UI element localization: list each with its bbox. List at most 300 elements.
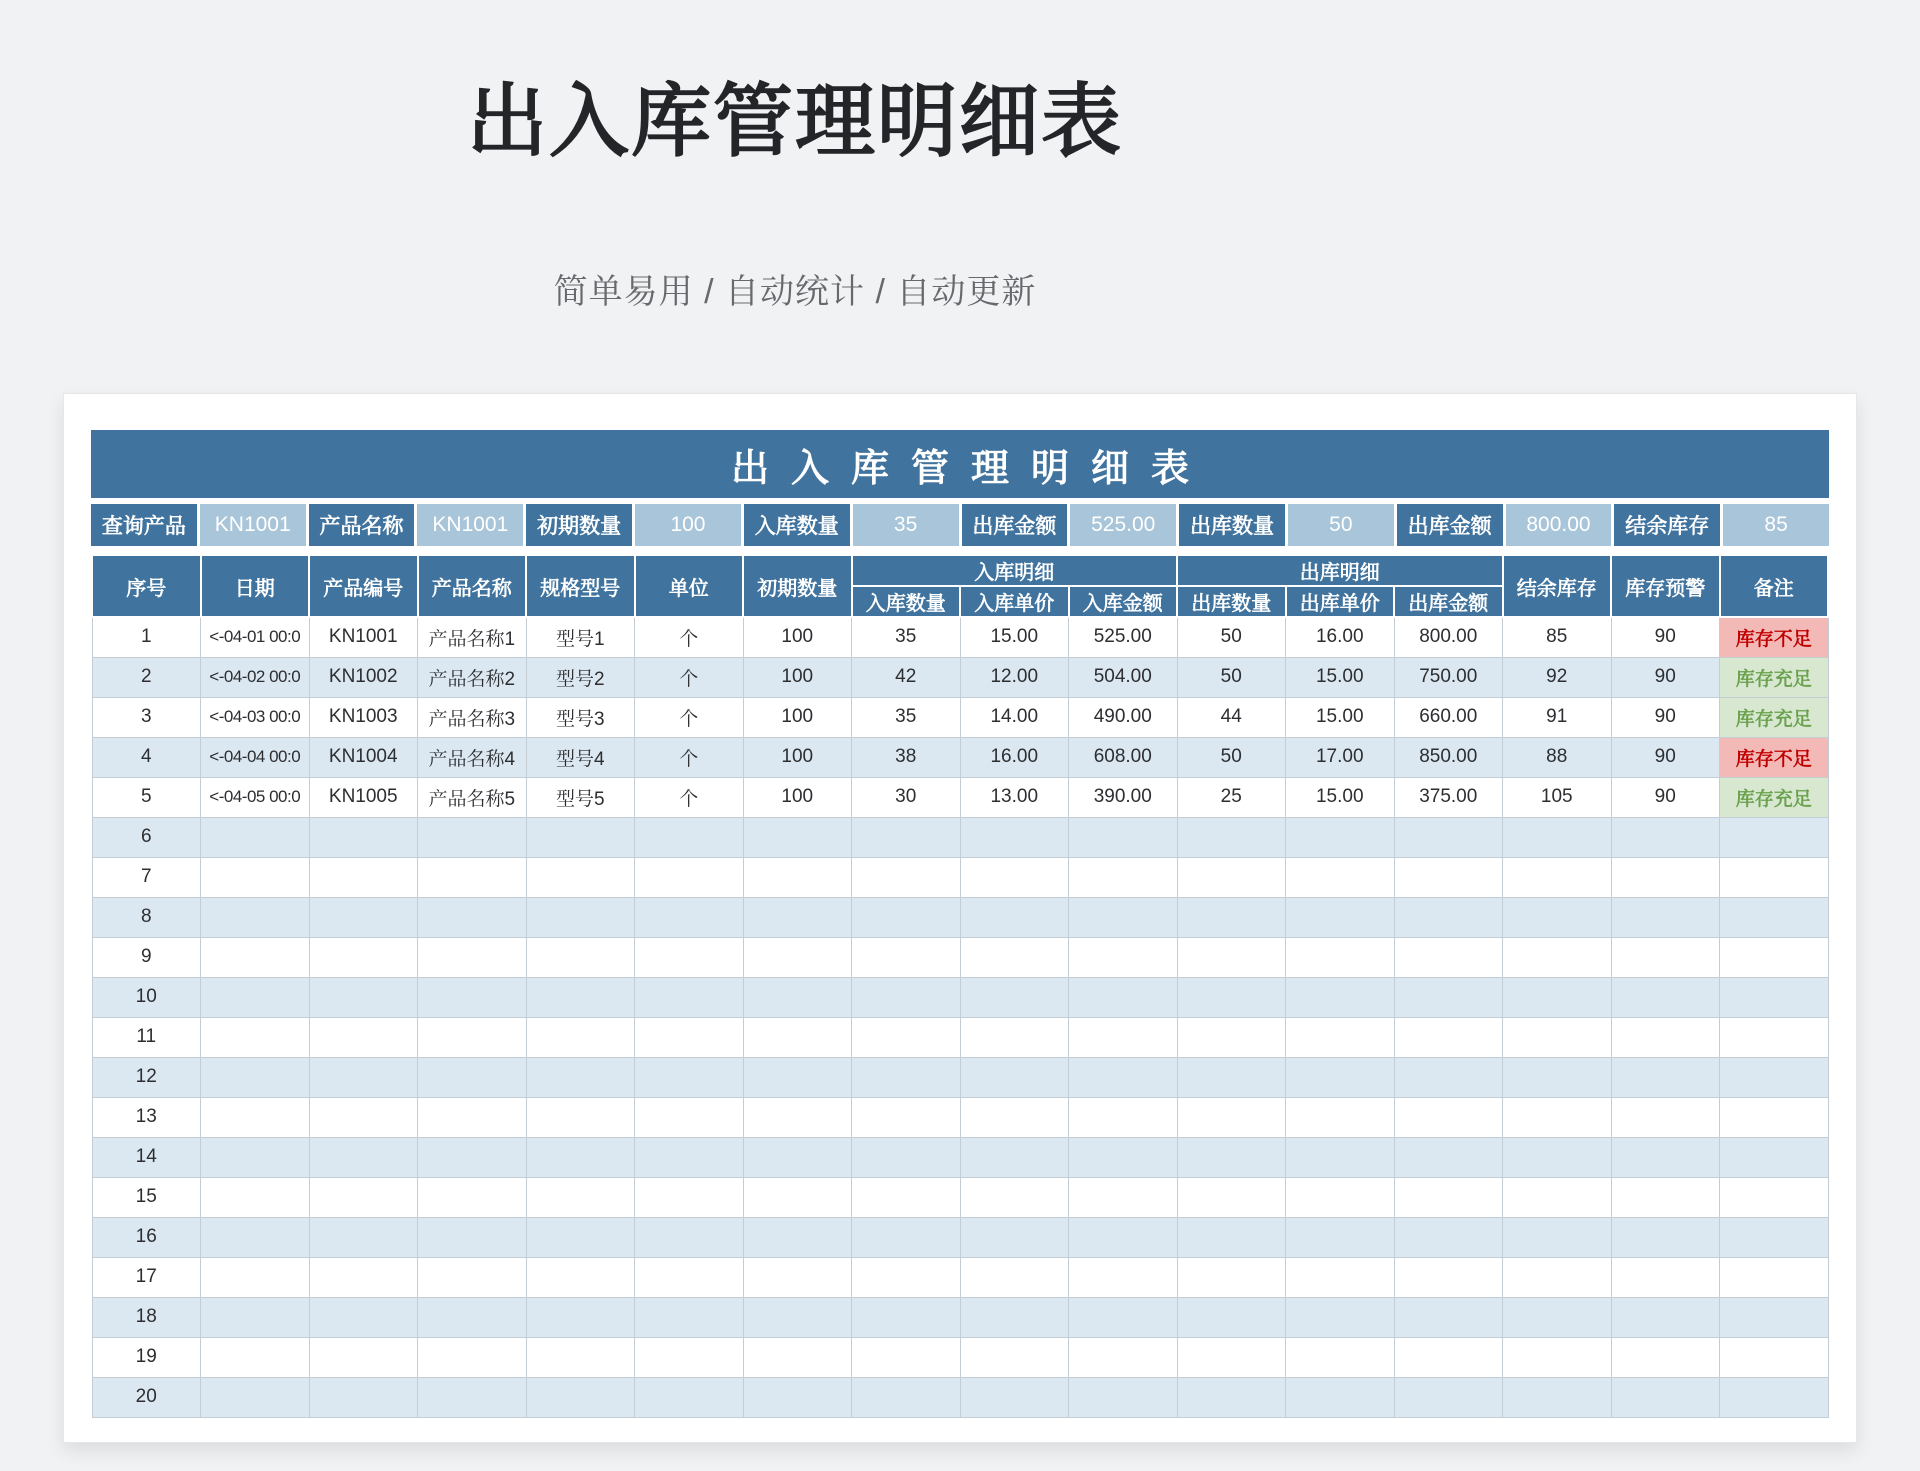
data-cell[interactable]: 2: [92, 657, 201, 697]
empty-cell[interactable]: [309, 1137, 418, 1177]
empty-cell[interactable]: [1286, 897, 1395, 937]
data-cell[interactable]: 750.00: [1394, 657, 1503, 697]
empty-cell[interactable]: [201, 817, 310, 857]
empty-cell[interactable]: [1177, 1017, 1286, 1057]
empty-cell[interactable]: [1394, 1297, 1503, 1337]
empty-cell[interactable]: [635, 1257, 744, 1297]
empty-cell[interactable]: [309, 1297, 418, 1337]
data-cell[interactable]: 13.00: [960, 777, 1069, 817]
data-cell[interactable]: 608.00: [1069, 737, 1178, 777]
row-index-cell[interactable]: 16: [92, 1217, 201, 1257]
empty-cell[interactable]: [852, 897, 961, 937]
empty-cell[interactable]: [635, 1377, 744, 1417]
empty-cell[interactable]: [1394, 1137, 1503, 1177]
empty-cell[interactable]: [1720, 1097, 1829, 1137]
empty-cell[interactable]: [1503, 1137, 1612, 1177]
empty-cell[interactable]: [1069, 1217, 1178, 1257]
data-cell[interactable]: 25: [1177, 777, 1286, 817]
empty-cell[interactable]: [1286, 1297, 1395, 1337]
empty-cell[interactable]: [526, 1337, 635, 1377]
data-cell[interactable]: 90: [1611, 737, 1720, 777]
data-cell[interactable]: 44: [1177, 697, 1286, 737]
data-cell[interactable]: 100: [743, 737, 852, 777]
empty-cell[interactable]: [960, 1257, 1069, 1297]
empty-cell[interactable]: [1069, 857, 1178, 897]
empty-cell[interactable]: [526, 817, 635, 857]
empty-cell[interactable]: [743, 897, 852, 937]
empty-cell[interactable]: [960, 1097, 1069, 1137]
empty-cell[interactable]: [1394, 1177, 1503, 1217]
empty-cell[interactable]: [418, 1377, 527, 1417]
empty-cell[interactable]: [1286, 977, 1395, 1017]
empty-cell[interactable]: [1286, 1257, 1395, 1297]
empty-cell[interactable]: [743, 1097, 852, 1137]
data-cell[interactable]: 100: [743, 697, 852, 737]
empty-cell[interactable]: [201, 1377, 310, 1417]
query-value-0[interactable]: KN1001: [200, 504, 306, 546]
data-cell[interactable]: 490.00: [1069, 697, 1178, 737]
empty-cell[interactable]: [1069, 897, 1178, 937]
empty-cell[interactable]: [1177, 857, 1286, 897]
empty-cell[interactable]: [743, 1297, 852, 1337]
row-index-cell[interactable]: 11: [92, 1017, 201, 1057]
row-index-cell[interactable]: 20: [92, 1377, 201, 1417]
data-cell[interactable]: 17.00: [1286, 737, 1395, 777]
empty-cell[interactable]: [1720, 1337, 1829, 1377]
empty-cell[interactable]: [852, 937, 961, 977]
data-cell[interactable]: 型号2: [526, 657, 635, 697]
empty-cell[interactable]: [852, 1257, 961, 1297]
empty-cell[interactable]: [1177, 817, 1286, 857]
empty-cell[interactable]: [418, 897, 527, 937]
empty-cell[interactable]: [1720, 897, 1829, 937]
data-cell[interactable]: 型号3: [526, 697, 635, 737]
empty-cell[interactable]: [1720, 1177, 1829, 1217]
empty-cell[interactable]: [309, 1097, 418, 1137]
empty-cell[interactable]: [1611, 1297, 1720, 1337]
data-cell[interactable]: 50: [1177, 617, 1286, 657]
empty-cell[interactable]: [1177, 1057, 1286, 1097]
empty-cell[interactable]: [526, 1377, 635, 1417]
data-cell[interactable]: 产品名称3: [418, 697, 527, 737]
empty-cell[interactable]: [1069, 1137, 1178, 1177]
empty-cell[interactable]: [1503, 857, 1612, 897]
data-cell[interactable]: 100: [743, 657, 852, 697]
data-cell[interactable]: 16.00: [960, 737, 1069, 777]
empty-cell[interactable]: [1394, 977, 1503, 1017]
empty-cell[interactable]: [1720, 1217, 1829, 1257]
empty-cell[interactable]: [1611, 1217, 1720, 1257]
empty-cell[interactable]: [1611, 1337, 1720, 1377]
data-cell[interactable]: 90: [1611, 697, 1720, 737]
empty-cell[interactable]: [1286, 1217, 1395, 1257]
remark-cell[interactable]: 库存不足: [1720, 617, 1829, 657]
empty-cell[interactable]: [635, 1137, 744, 1177]
empty-cell[interactable]: [201, 937, 310, 977]
empty-cell[interactable]: [1069, 1057, 1178, 1097]
empty-cell[interactable]: [1069, 1177, 1178, 1217]
empty-cell[interactable]: [743, 1257, 852, 1297]
empty-cell[interactable]: [1503, 1217, 1612, 1257]
data-cell[interactable]: 15.00: [960, 617, 1069, 657]
empty-cell[interactable]: [1177, 1137, 1286, 1177]
empty-cell[interactable]: [1177, 977, 1286, 1017]
data-cell[interactable]: 产品名称5: [418, 777, 527, 817]
empty-cell[interactable]: [743, 1217, 852, 1257]
empty-cell[interactable]: [852, 1017, 961, 1057]
query-value-5[interactable]: 50: [1288, 504, 1394, 546]
row-index-cell[interactable]: 8: [92, 897, 201, 937]
empty-cell[interactable]: [1286, 1057, 1395, 1097]
empty-cell[interactable]: [1720, 977, 1829, 1017]
data-cell[interactable]: 3: [92, 697, 201, 737]
empty-cell[interactable]: [309, 1377, 418, 1417]
empty-cell[interactable]: [1503, 1097, 1612, 1137]
empty-cell[interactable]: [1286, 1137, 1395, 1177]
empty-cell[interactable]: [309, 937, 418, 977]
empty-cell[interactable]: [1503, 817, 1612, 857]
empty-cell[interactable]: [852, 1137, 961, 1177]
empty-cell[interactable]: [1720, 1017, 1829, 1057]
empty-cell[interactable]: [960, 1177, 1069, 1217]
data-cell[interactable]: 90: [1611, 657, 1720, 697]
row-index-cell[interactable]: 18: [92, 1297, 201, 1337]
empty-cell[interactable]: [526, 1257, 635, 1297]
empty-cell[interactable]: [635, 1177, 744, 1217]
empty-cell[interactable]: [960, 1137, 1069, 1177]
data-cell[interactable]: 个: [635, 697, 744, 737]
empty-cell[interactable]: [1611, 937, 1720, 977]
empty-cell[interactable]: [309, 897, 418, 937]
empty-cell[interactable]: [960, 897, 1069, 937]
empty-cell[interactable]: [1286, 1017, 1395, 1057]
empty-cell[interactable]: [743, 1057, 852, 1097]
empty-cell[interactable]: [1286, 1177, 1395, 1217]
empty-cell[interactable]: [309, 1017, 418, 1057]
empty-cell[interactable]: [1286, 1337, 1395, 1377]
empty-cell[interactable]: [1069, 1097, 1178, 1137]
empty-cell[interactable]: [1720, 1057, 1829, 1097]
empty-cell[interactable]: [201, 977, 310, 1017]
data-cell[interactable]: 个: [635, 657, 744, 697]
row-index-cell[interactable]: 12: [92, 1057, 201, 1097]
empty-cell[interactable]: [309, 1217, 418, 1257]
empty-cell[interactable]: [1503, 1017, 1612, 1057]
data-cell[interactable]: 15.00: [1286, 697, 1395, 737]
empty-cell[interactable]: [1611, 1017, 1720, 1057]
empty-cell[interactable]: [1177, 1257, 1286, 1297]
empty-cell[interactable]: [418, 1137, 527, 1177]
empty-cell[interactable]: [1503, 1257, 1612, 1297]
query-value-3[interactable]: 35: [853, 504, 959, 546]
data-cell[interactable]: KN1005: [309, 777, 418, 817]
empty-cell[interactable]: [1611, 1137, 1720, 1177]
empty-cell[interactable]: [635, 1337, 744, 1377]
empty-cell[interactable]: [1069, 977, 1178, 1017]
data-cell[interactable]: 38: [852, 737, 961, 777]
empty-cell[interactable]: [1286, 1097, 1395, 1137]
data-cell[interactable]: 50: [1177, 657, 1286, 697]
empty-cell[interactable]: [852, 1057, 961, 1097]
empty-cell[interactable]: [1177, 897, 1286, 937]
data-cell[interactable]: 16.00: [1286, 617, 1395, 657]
data-cell[interactable]: 85: [1503, 617, 1612, 657]
data-cell[interactable]: 90: [1611, 777, 1720, 817]
empty-cell[interactable]: [1177, 1297, 1286, 1337]
empty-cell[interactable]: [1720, 1297, 1829, 1337]
empty-cell[interactable]: [960, 1297, 1069, 1337]
data-cell[interactable]: 390.00: [1069, 777, 1178, 817]
empty-cell[interactable]: [418, 857, 527, 897]
empty-cell[interactable]: [852, 1377, 961, 1417]
empty-cell[interactable]: [852, 857, 961, 897]
data-cell[interactable]: KN1001: [309, 617, 418, 657]
data-cell[interactable]: 15.00: [1286, 777, 1395, 817]
empty-cell[interactable]: [201, 897, 310, 937]
empty-cell[interactable]: [201, 1017, 310, 1057]
empty-cell[interactable]: [1503, 1297, 1612, 1337]
empty-cell[interactable]: [1503, 937, 1612, 977]
empty-cell[interactable]: [309, 1257, 418, 1297]
empty-cell[interactable]: [1503, 1057, 1612, 1097]
empty-cell[interactable]: [852, 1297, 961, 1337]
empty-cell[interactable]: [743, 977, 852, 1017]
data-cell[interactable]: 14.00: [960, 697, 1069, 737]
empty-cell[interactable]: [635, 1017, 744, 1057]
empty-cell[interactable]: [309, 817, 418, 857]
empty-cell[interactable]: [1611, 817, 1720, 857]
empty-cell[interactable]: [418, 977, 527, 1017]
empty-cell[interactable]: [1611, 1057, 1720, 1097]
empty-cell[interactable]: [960, 1337, 1069, 1377]
empty-cell[interactable]: [1611, 1177, 1720, 1217]
empty-cell[interactable]: [1394, 1057, 1503, 1097]
empty-cell[interactable]: [418, 1257, 527, 1297]
data-cell[interactable]: <-04-01 00:0: [201, 617, 310, 657]
data-cell[interactable]: 50: [1177, 737, 1286, 777]
query-value-6[interactable]: 800.00: [1506, 504, 1612, 546]
empty-cell[interactable]: [1720, 937, 1829, 977]
empty-cell[interactable]: [201, 1137, 310, 1177]
empty-cell[interactable]: [1177, 1217, 1286, 1257]
empty-cell[interactable]: [635, 977, 744, 1017]
empty-cell[interactable]: [201, 1097, 310, 1137]
empty-cell[interactable]: [1503, 1337, 1612, 1377]
empty-cell[interactable]: [743, 857, 852, 897]
empty-cell[interactable]: [960, 977, 1069, 1017]
empty-cell[interactable]: [526, 897, 635, 937]
empty-cell[interactable]: [960, 817, 1069, 857]
data-cell[interactable]: 15.00: [1286, 657, 1395, 697]
data-cell[interactable]: KN1004: [309, 737, 418, 777]
empty-cell[interactable]: [743, 817, 852, 857]
empty-cell[interactable]: [1286, 937, 1395, 977]
empty-cell[interactable]: [1177, 1177, 1286, 1217]
data-cell[interactable]: 100: [743, 777, 852, 817]
empty-cell[interactable]: [960, 937, 1069, 977]
empty-cell[interactable]: [960, 1377, 1069, 1417]
empty-cell[interactable]: [960, 1057, 1069, 1097]
empty-cell[interactable]: [743, 937, 852, 977]
empty-cell[interactable]: [1611, 1377, 1720, 1417]
empty-cell[interactable]: [1720, 857, 1829, 897]
data-cell[interactable]: 型号1: [526, 617, 635, 657]
empty-cell[interactable]: [635, 897, 744, 937]
data-cell[interactable]: 35: [852, 697, 961, 737]
data-cell[interactable]: <-04-05 00:0: [201, 777, 310, 817]
empty-cell[interactable]: [418, 937, 527, 977]
remark-cell[interactable]: 库存不足: [1720, 737, 1829, 777]
data-cell[interactable]: 92: [1503, 657, 1612, 697]
empty-cell[interactable]: [1394, 857, 1503, 897]
empty-cell[interactable]: [960, 857, 1069, 897]
empty-cell[interactable]: [743, 1177, 852, 1217]
empty-cell[interactable]: [418, 1097, 527, 1137]
empty-cell[interactable]: [1286, 857, 1395, 897]
empty-cell[interactable]: [526, 1217, 635, 1257]
row-index-cell[interactable]: 19: [92, 1337, 201, 1377]
empty-cell[interactable]: [201, 1217, 310, 1257]
empty-cell[interactable]: [1394, 1217, 1503, 1257]
empty-cell[interactable]: [1177, 1097, 1286, 1137]
data-cell[interactable]: 504.00: [1069, 657, 1178, 697]
empty-cell[interactable]: [418, 1017, 527, 1057]
data-cell[interactable]: 型号5: [526, 777, 635, 817]
data-cell[interactable]: KN1003: [309, 697, 418, 737]
empty-cell[interactable]: [1611, 897, 1720, 937]
data-cell[interactable]: 产品名称4: [418, 737, 527, 777]
empty-cell[interactable]: [960, 1217, 1069, 1257]
empty-cell[interactable]: [1503, 977, 1612, 1017]
empty-cell[interactable]: [201, 1297, 310, 1337]
empty-cell[interactable]: [1069, 1297, 1178, 1337]
empty-cell[interactable]: [1069, 1017, 1178, 1057]
data-cell[interactable]: <-04-02 00:0: [201, 657, 310, 697]
data-cell[interactable]: 产品名称2: [418, 657, 527, 697]
empty-cell[interactable]: [743, 1137, 852, 1177]
data-cell[interactable]: <-04-03 00:0: [201, 697, 310, 737]
data-cell[interactable]: 800.00: [1394, 617, 1503, 657]
empty-cell[interactable]: [418, 817, 527, 857]
empty-cell[interactable]: [526, 937, 635, 977]
empty-cell[interactable]: [852, 1177, 961, 1217]
empty-cell[interactable]: [1069, 817, 1178, 857]
row-index-cell[interactable]: 14: [92, 1137, 201, 1177]
empty-cell[interactable]: [1394, 1257, 1503, 1297]
empty-cell[interactable]: [418, 1217, 527, 1257]
empty-cell[interactable]: [635, 1097, 744, 1137]
empty-cell[interactable]: [1069, 1257, 1178, 1297]
empty-cell[interactable]: [1720, 1137, 1829, 1177]
data-cell[interactable]: 5: [92, 777, 201, 817]
row-index-cell[interactable]: 17: [92, 1257, 201, 1297]
data-cell[interactable]: 100: [743, 617, 852, 657]
data-cell[interactable]: 91: [1503, 697, 1612, 737]
empty-cell[interactable]: [526, 1137, 635, 1177]
empty-cell[interactable]: [1286, 817, 1395, 857]
empty-cell[interactable]: [201, 1257, 310, 1297]
remark-cell[interactable]: 库存充足: [1720, 657, 1829, 697]
row-index-cell[interactable]: 7: [92, 857, 201, 897]
data-cell[interactable]: 12.00: [960, 657, 1069, 697]
empty-cell[interactable]: [526, 1177, 635, 1217]
data-cell[interactable]: 产品名称1: [418, 617, 527, 657]
empty-cell[interactable]: [743, 1377, 852, 1417]
empty-cell[interactable]: [635, 817, 744, 857]
empty-cell[interactable]: [418, 1297, 527, 1337]
data-cell[interactable]: 42: [852, 657, 961, 697]
empty-cell[interactable]: [1394, 817, 1503, 857]
empty-cell[interactable]: [1069, 1337, 1178, 1377]
empty-cell[interactable]: [852, 977, 961, 1017]
empty-cell[interactable]: [1503, 897, 1612, 937]
empty-cell[interactable]: [201, 857, 310, 897]
empty-cell[interactable]: [526, 1097, 635, 1137]
query-value-7[interactable]: 85: [1723, 504, 1829, 546]
row-index-cell[interactable]: 13: [92, 1097, 201, 1137]
empty-cell[interactable]: [201, 1337, 310, 1377]
query-value-2[interactable]: 100: [635, 504, 741, 546]
empty-cell[interactable]: [743, 1017, 852, 1057]
row-index-cell[interactable]: 10: [92, 977, 201, 1017]
empty-cell[interactable]: [1069, 1377, 1178, 1417]
empty-cell[interactable]: [1720, 1257, 1829, 1297]
empty-cell[interactable]: [1611, 1257, 1720, 1297]
data-cell[interactable]: 105: [1503, 777, 1612, 817]
empty-cell[interactable]: [1720, 1377, 1829, 1417]
empty-cell[interactable]: [201, 1057, 310, 1097]
empty-cell[interactable]: [852, 817, 961, 857]
data-cell[interactable]: 88: [1503, 737, 1612, 777]
empty-cell[interactable]: [309, 1177, 418, 1217]
row-index-cell[interactable]: 6: [92, 817, 201, 857]
empty-cell[interactable]: [1394, 897, 1503, 937]
query-value-4[interactable]: 525.00: [1070, 504, 1176, 546]
empty-cell[interactable]: [309, 977, 418, 1017]
empty-cell[interactable]: [852, 1337, 961, 1377]
data-cell[interactable]: 个: [635, 737, 744, 777]
empty-cell[interactable]: [1394, 1017, 1503, 1057]
empty-cell[interactable]: [635, 1217, 744, 1257]
empty-cell[interactable]: [1503, 1177, 1612, 1217]
data-cell[interactable]: 525.00: [1069, 617, 1178, 657]
row-index-cell[interactable]: 9: [92, 937, 201, 977]
empty-cell[interactable]: [852, 1097, 961, 1137]
remark-cell[interactable]: 库存充足: [1720, 697, 1829, 737]
empty-cell[interactable]: [852, 1217, 961, 1257]
empty-cell[interactable]: [960, 1017, 1069, 1057]
row-index-cell[interactable]: 15: [92, 1177, 201, 1217]
data-cell[interactable]: 1: [92, 617, 201, 657]
empty-cell[interactable]: [1177, 937, 1286, 977]
empty-cell[interactable]: [743, 1337, 852, 1377]
empty-cell[interactable]: [1394, 1097, 1503, 1137]
empty-cell[interactable]: [309, 857, 418, 897]
remark-cell[interactable]: 库存充足: [1720, 777, 1829, 817]
data-cell[interactable]: 850.00: [1394, 737, 1503, 777]
empty-cell[interactable]: [526, 1057, 635, 1097]
empty-cell[interactable]: [1286, 1377, 1395, 1417]
empty-cell[interactable]: [635, 857, 744, 897]
data-cell[interactable]: 型号4: [526, 737, 635, 777]
empty-cell[interactable]: [1177, 1337, 1286, 1377]
data-cell[interactable]: 个: [635, 777, 744, 817]
empty-cell[interactable]: [309, 1057, 418, 1097]
empty-cell[interactable]: [418, 1057, 527, 1097]
empty-cell[interactable]: [1394, 1377, 1503, 1417]
data-cell[interactable]: 375.00: [1394, 777, 1503, 817]
query-value-1[interactable]: KN1001: [417, 504, 523, 546]
